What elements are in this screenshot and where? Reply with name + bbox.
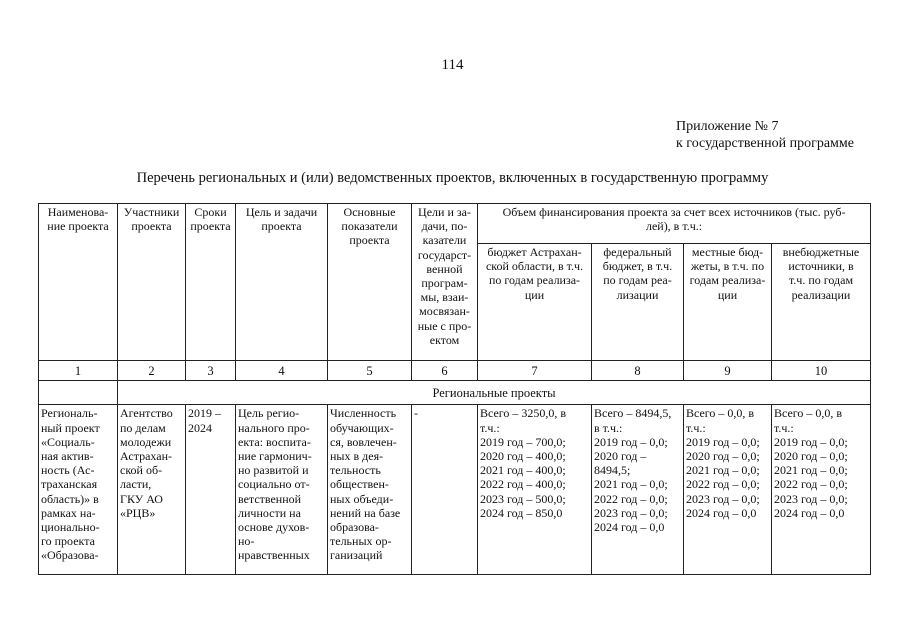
row-state-goals: - (412, 405, 478, 575)
header-goal: Цель и задачи проекта (236, 204, 328, 361)
header-regional-budget: бюджет Астрахан- ской области, в т.ч. по годам реализа- ции (478, 244, 592, 361)
header-indicators: Основные показатели проекта (328, 204, 412, 361)
appendix-line-2: к государственной программе (676, 136, 854, 151)
row-indicators: Численность обучающих- ся, вовлечен- ных в дея- тельность обществен- ных объеди- нений на базе образова- тельных ор- ганизаций (328, 405, 412, 575)
column-number: 2 (118, 361, 186, 381)
appendix-line-1: Приложение № 7 (676, 119, 779, 134)
header-funding-group: Объем финансирования проекта за счет всех источников (тыс. руб- лей), в т.ч.: (478, 204, 871, 244)
section-blank-cell (39, 381, 118, 405)
header-participants: Участники проекта (118, 204, 186, 361)
header-state-goals: Цели и за- дачи, по- казатели государст- венной програм- мы, взаи- мосвязан- ные с про- ектом (412, 204, 478, 361)
column-number: 9 (684, 361, 772, 381)
column-number: 3 (186, 361, 236, 381)
header-federal-budget: федеральный бюджет, в т.ч. по годам реа- лизации (592, 244, 684, 361)
column-number: 8 (592, 361, 684, 381)
column-number: 5 (328, 361, 412, 381)
header-local-budget: местные бюд- жеты, в т.ч. по годам реализа- ции (684, 244, 772, 361)
header-extrabudget: внебюджетные источники, в т.ч. по годам реализации (772, 244, 871, 361)
header-terms: Сроки проекта (186, 204, 236, 361)
row-federal-budget: Всего – 8494,5, в т.ч.: 2019 год – 0,0; 2020 год – 8494,5; 2021 год – 0,0; 2022 год – 0,0; 2023 год – 0,0; 2024 год – 0,0 (592, 405, 684, 575)
page-number: 114 (441, 57, 464, 73)
row-extrabudget: Всего – 0,0, в т.ч.: 2019 год – 0,0; 2020 год – 0,0; 2021 год – 0,0; 2022 год – 0,0; 2023 год – 0,0; 2024 год – 0,0 (772, 405, 871, 575)
row-regional-budget: Всего – 3250,0, в т.ч.: 2019 год – 700,0; 2020 год – 400,0; 2021 год – 400,0; 2022 год – 400,0; 2023 год – 500,0; 2024 год – 850,0 (478, 405, 592, 575)
document-title: Перечень региональных и (или) ведомственных проектов, включенных в государственную программу (136, 170, 769, 186)
section-title: Региональные проекты (118, 381, 871, 405)
projects-table (38, 203, 871, 575)
appendix-note (676, 118, 854, 152)
row-goal: Цель регио- нального про- екта: воспита- ние гармонич- но развитой и социально от- ветственной личности на основе духов- но- нравственных (236, 405, 328, 575)
column-number: 7 (478, 361, 592, 381)
row-local-budget: Всего – 0,0, в т.ч.: 2019 год – 0,0; 2020 год – 0,0; 2021 год – 0,0; 2022 год – 0,0; 2023 год – 0,0; 2024 год – 0,0 (684, 405, 772, 575)
header-project-name: Наименова- ние проекта (39, 204, 118, 361)
row-terms: 2019 – 2024 (186, 405, 236, 575)
column-number: 6 (412, 361, 478, 381)
column-number: 1 (39, 361, 118, 381)
column-number: 10 (772, 361, 871, 381)
row-participants: Агентство по делам молодежи Астрахан- ской об- ласти, ГКУ АО «РЦВ» (118, 405, 186, 575)
row-project-name: Региональ- ный проект «Социаль- ная актив- ность (Ас- траханская область)» в рамках на- ционально- го проекта «Образова- (39, 405, 118, 575)
column-number: 4 (236, 361, 328, 381)
